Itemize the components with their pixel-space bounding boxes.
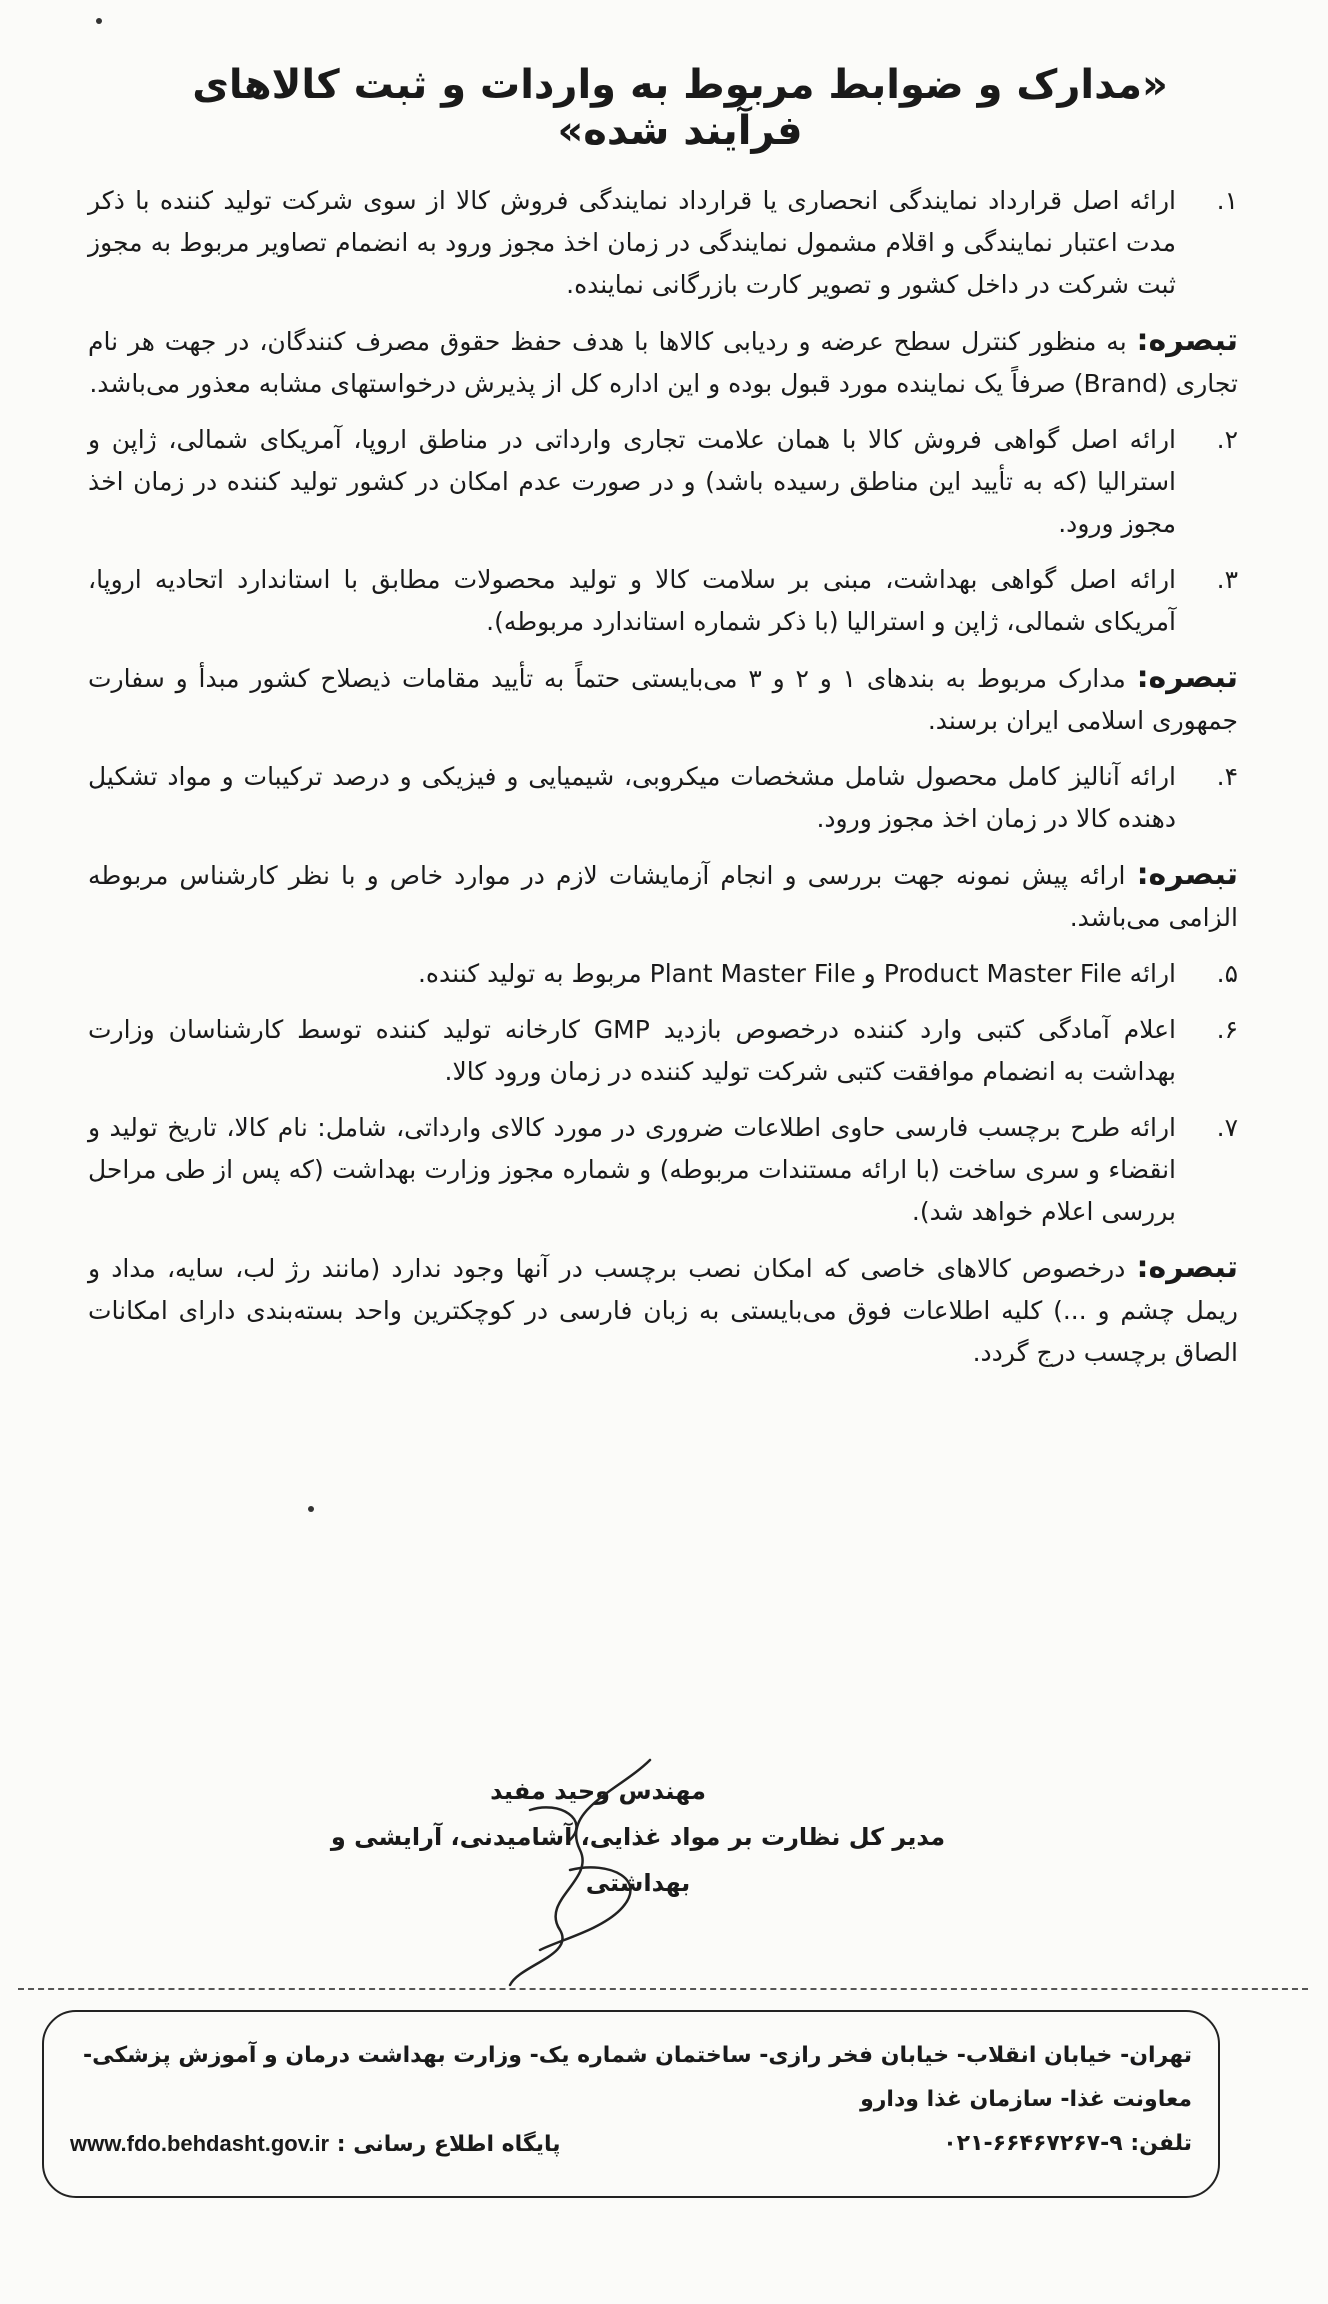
list-item-3 — [88, 559, 1238, 643]
footer-website-label: پایگاه اطلاع رسانی : — [336, 2132, 561, 2157]
note-label: تبصره: — [1136, 1250, 1238, 1285]
note-text: درخصوص کالاهای خاصی که امکان نصب برچسب در آنها وجود ندارد (مانند رژ لب، سایه، مداد و ریمل چشم و ...) کلیه اطلاعات فوق می‌بایستی به زبان فارسی در کوچکترین واحد بسته‌بندی دارای امکانات الصاق برچسب درج گردد. — [88, 1254, 1238, 1367]
footer-phone: تلفن: ۹-۶۶۴۶۷۲۶۷-۰۲۱ — [943, 2131, 1192, 2156]
document-title: «مدارک و ضوابط مربوط به واردات و ثبت کالاهای فرآیند شده» — [192, 62, 1168, 154]
item-number: ۳. — [1216, 565, 1238, 594]
note-text: مدارک مربوط به بندهای ۱ و ۲ و ۳ می‌بایستی حتماً به تأیید مقامات ذیصلاح کشور مبدأ و سفارت جمهوری اسلامی ایران برسند. — [88, 664, 1238, 735]
item-number: ۵. — [1216, 959, 1238, 988]
item-text: ارائه اصل گواهی بهداشت، مبنی بر سلامت کالا و تولید محصولات مطابق با استاندارد اتحادیه اروپا، آمریکای شمالی، ژاپن و استرالیا (با ذکر شماره استاندارد مربوطه). — [88, 565, 1176, 636]
note-text: به منظور کنترل سطح عرضه و ردیابی کالاها با هدف حفظ حقوق مصرف کنندگان، در جهت هر نام تجاری (Brand) صرفاً یک نماینده مورد قبول بوده و این اداره کل از پذیرش درخواستهای مشابه معذور می‌باشد. — [88, 327, 1238, 398]
list-item-4 — [88, 756, 1238, 840]
item-number: ۴. — [1216, 762, 1238, 791]
item-text: ارائه آنالیز کامل محصول شامل مشخصات میکروبی، شیمیایی و فیزیکی و درصد ترکیبات و مواد تشکیل دهنده کالا در زمان اخذ مجوز ورود. — [88, 762, 1176, 833]
item-text: ارائه اصل قرارداد نمایندگی انحصاری یا قرارداد نمایندگی فروش کالا از سوی شرکت تولید کننده با ذکر مدت اعتبار نمایندگی و اقلام مشمول نمایندگی در زمان اخذ مجوز ورود به انضمام تصاویر مربوط به مجوز ثبت شرکت در داخل کشور و تصویر کارت بازرگانی نماینده. — [88, 186, 1176, 299]
item-number: ۶. — [1216, 1015, 1238, 1044]
footer-divider — [18, 1988, 1308, 1990]
footer-address-line-2: معاونت غذا- سازمان غذا ودارو — [860, 2087, 1192, 2112]
item-text: ارائه Product Master File و Plant Master File مربوط به تولید کننده. — [417, 959, 1176, 988]
note-4 — [88, 1247, 1238, 1374]
note-2 — [88, 657, 1238, 742]
signatory-position: مدیر کل نظارت بر مواد غذایی، آشامیدنی، آرایشی و بهداشتی — [330, 1823, 946, 1897]
list-item-5 — [88, 953, 1238, 995]
item-number: ۷. — [1216, 1113, 1238, 1142]
footer-contact-box — [42, 2010, 1220, 2198]
list-item-7 — [88, 1107, 1238, 1233]
signatory-name: مهندس وحید مفید — [490, 1777, 706, 1805]
footer-contact-row — [70, 2122, 1192, 2167]
list-item-6 — [88, 1009, 1238, 1093]
document-body — [88, 180, 1238, 1388]
footer-address-line-1: تهران- خیابان انقلاب- خیابان فخر رازی- ساختمان شماره یک- وزارت بهداشت درمان و آموزش پزشکی- — [82, 2043, 1192, 2068]
scan-speck — [96, 18, 102, 24]
item-number: ۱. — [1216, 186, 1238, 215]
item-text: ارائه اصل گواهی فروش کالا با همان علامت تجاری وارداتی در مناطق اروپا، آمریکای شمالی، ژاپن و استرالیا (که به تأیید این مناطق رسیده باشد) و در صورت عدم امکان در کشور تولید کننده در زمان اخذ مجوز ورود. — [88, 425, 1176, 538]
footer-website-link[interactable]: www.fdo.behdasht.gov.ir — [70, 2131, 330, 2156]
note-1 — [88, 320, 1238, 405]
note-label: تبصره: — [1136, 857, 1239, 892]
note-label: تبصره: — [1136, 660, 1239, 695]
item-number: ۲. — [1216, 425, 1238, 454]
scan-speck — [308, 1506, 314, 1512]
note-text: ارائه پیش نمونه جهت بررسی و انجام آزمایشات لازم در موارد خاص و با نظر کارشناس مربوطه الزامی می‌باشد. — [88, 861, 1238, 932]
item-text: اعلام آمادگی کتبی وارد کننده درخصوص بازدید GMP کارخانه تولید کننده توسط کارشناسان وزارت بهداشت به انضمام موافقت کتبی شرکت تولید کننده در زمان ورود کالا. — [88, 1015, 1176, 1086]
handwritten-signature — [500, 1750, 670, 1990]
footer-website-group — [70, 2122, 560, 2167]
item-text: ارائه طرح برچسب فارسی حاوی اطلاعات ضروری در مورد کالای وارداتی، شامل: نام کالا، تاریخ تولید و انقضاء و سری ساخت (با ارائه مستندات مربوطه) و شماره مجوز وزارت بهداشت (که پس از طی مراحل بررسی اعلام خواهد شد). — [88, 1113, 1176, 1226]
note-label: تبصره: — [1136, 323, 1238, 358]
note-3 — [88, 854, 1238, 939]
list-item-2 — [88, 419, 1238, 545]
list-item-1 — [88, 180, 1238, 306]
